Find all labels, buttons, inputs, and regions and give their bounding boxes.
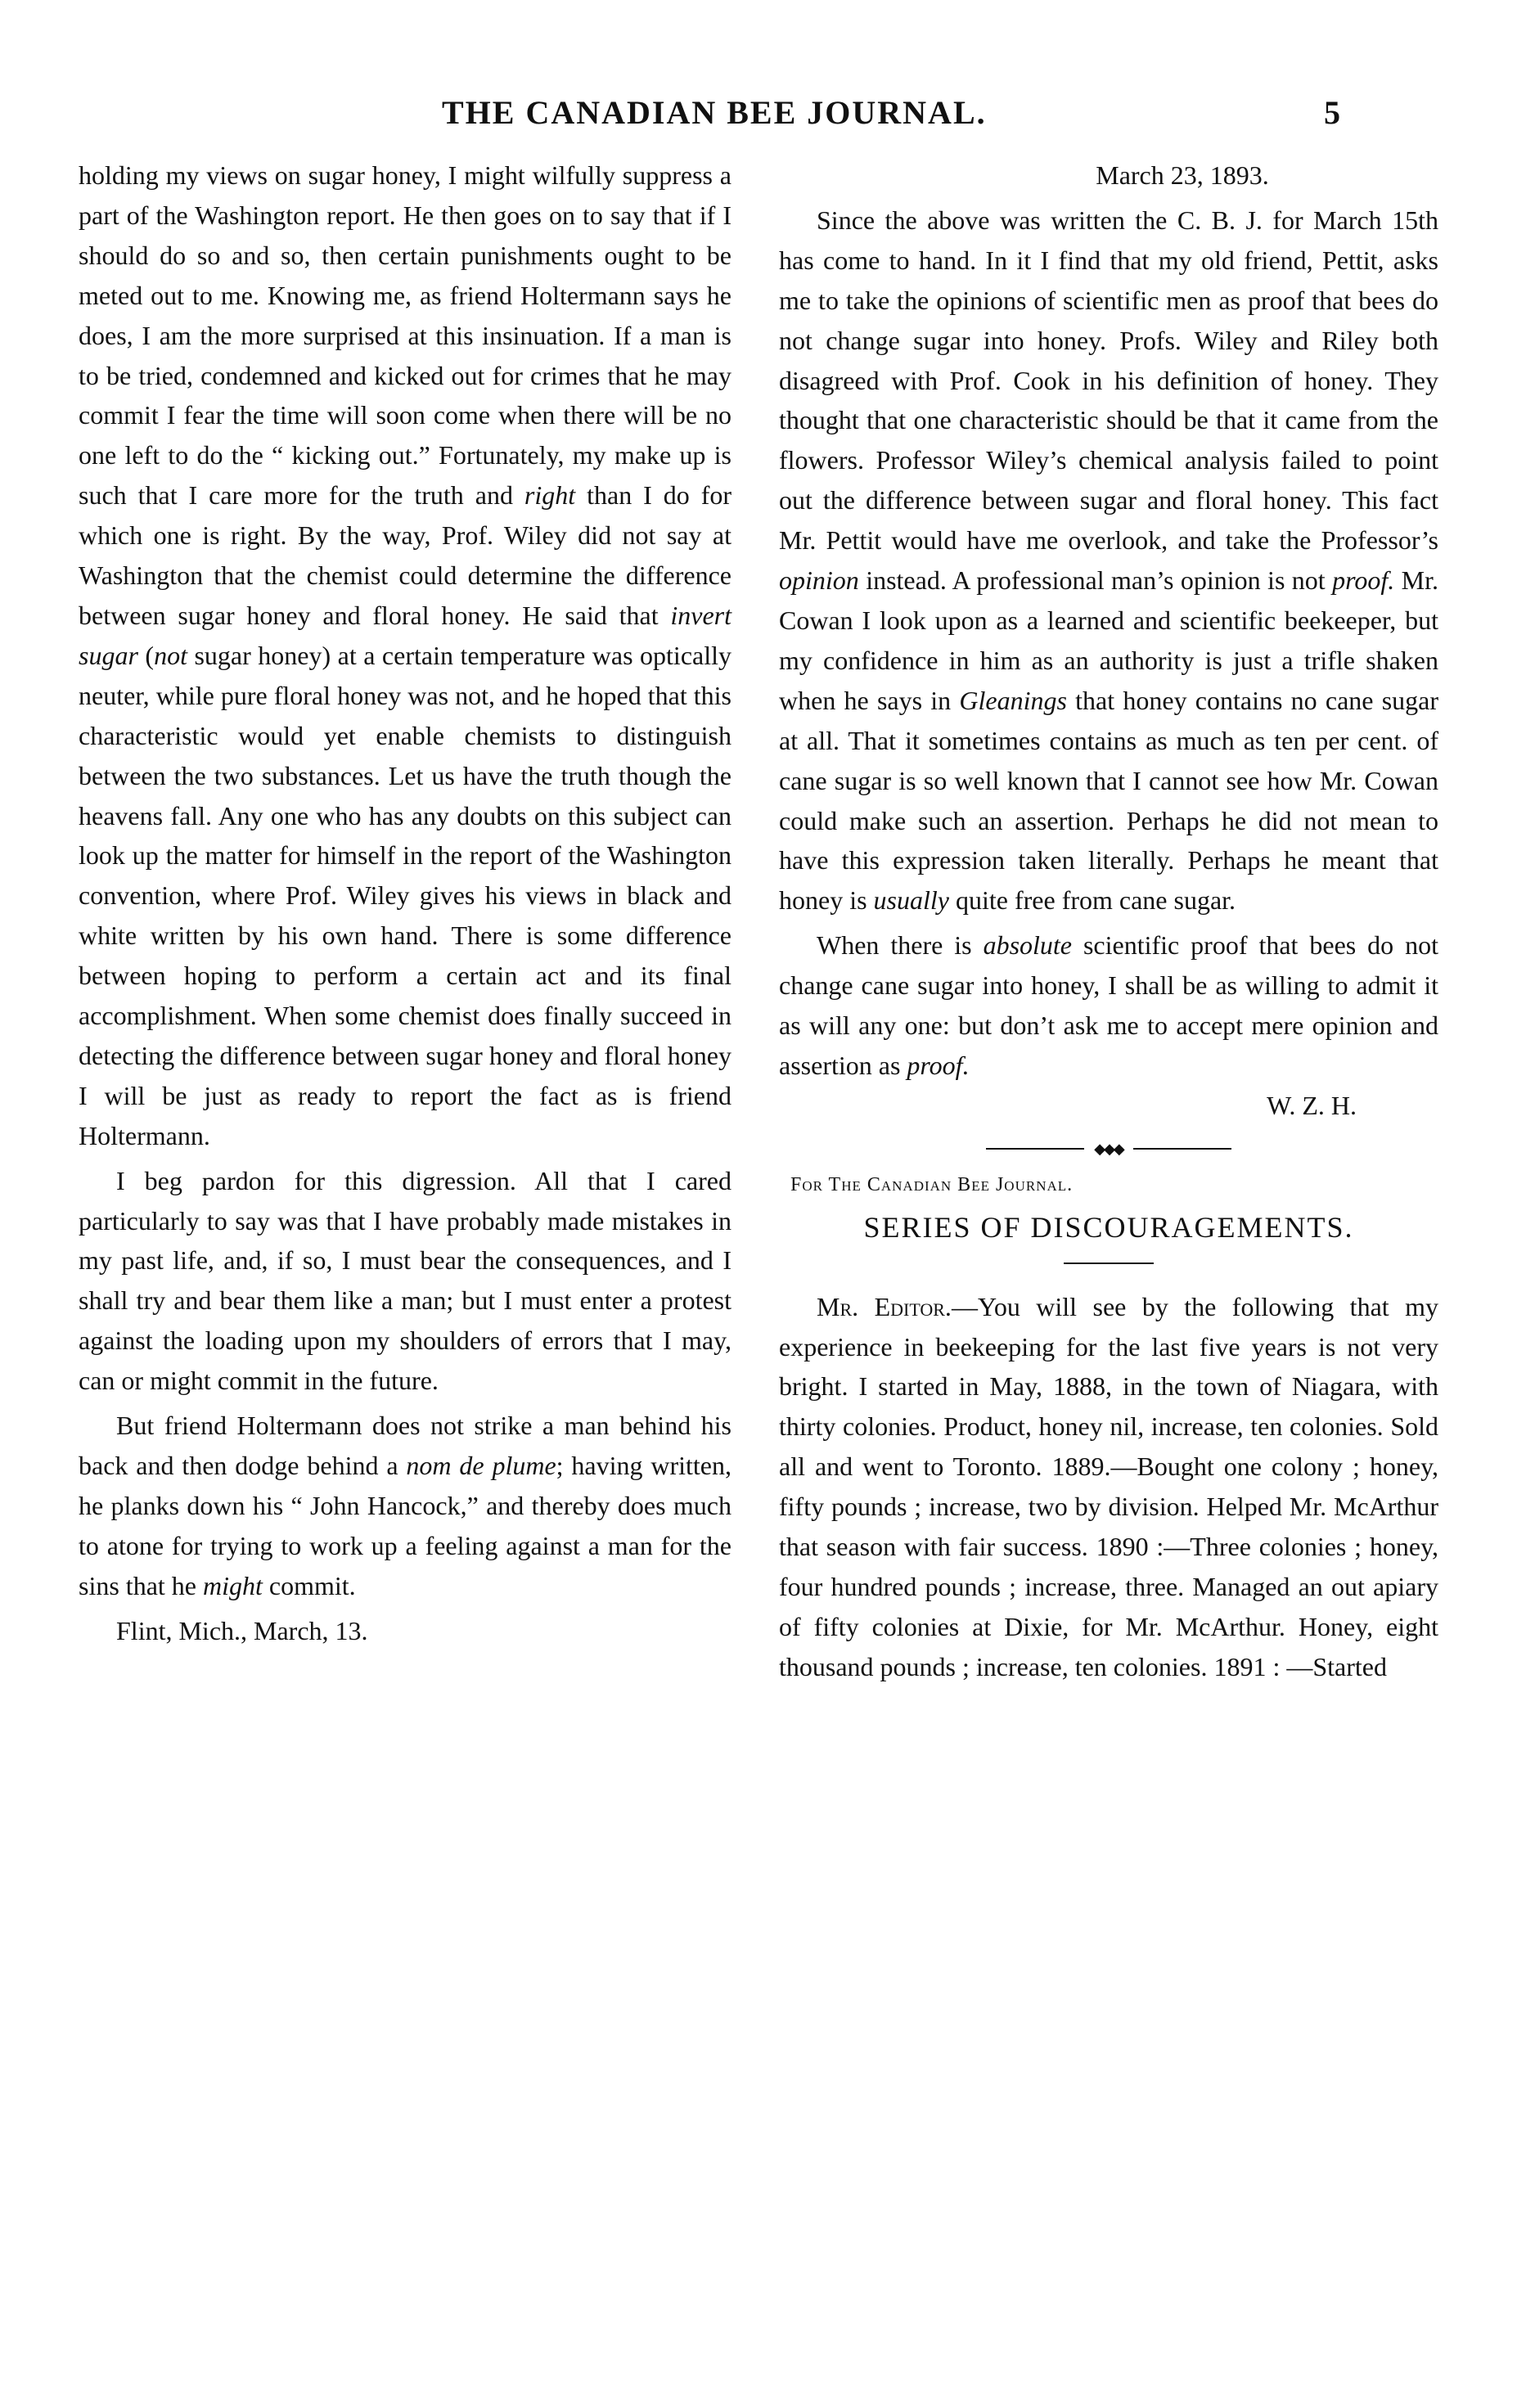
journal-title: THE CANADIAN BEE JOURNAL. [442,94,987,131]
emphasis-absolute: absolute [983,930,1072,961]
right-date: March 23, 1893. [1096,160,1269,190]
right-column [779,155,1438,1687]
emphasis-not: not [154,640,187,670]
emphasis-opinion: opinion [779,565,859,596]
left-column [79,155,731,1651]
divider-line-right [1133,1148,1231,1150]
emphasis-nom-de-plume: nom de plume [406,1451,556,1480]
left-paragraph-3: But friend Holtermann does not strike a man behind his back and then dodge behind a nom de plume; having written, he planks down his “ John Hancock,” and thereby does much to atone for trying to work up a feeling against a man for the sins that he might commit. [79,1411,732,1600]
page-number: 5 [1324,94,1340,131]
salutation: Mr. Editor. [817,1291,952,1321]
emphasis-proof-2: proof. [907,1050,970,1080]
divider-line-left [986,1148,1084,1150]
left-paragraph-1: holding my views on sugar honey, I might wilfully suppress a part of the Washington report. He then goes on to say that if I should do so and so, then certain punishments ought to be meted out to me. Knowing me, as friend Holtermann says he does, I am the more surprised at this insinuation. If a man is to be tried, condemned and kicked out for crimes that he may commit I fear the time will soon come when there will be no one left to do the “ kicking out.” Fortunately, my make up is such that I care more for the truth and right than I do for which one is right. By the way, Prof. Wiley did not say at Washington that the chemist could determine the difference between sugar honey and floral honey. He said that invert sugar (not sugar honey) at a certain temperature was optically neuter, while pure floral honey was not, and he hoped that this characteristic would yet enable chemists to distinguish between the two substances. Let us have the truth though the heavens fall. Any one who has any doubts on this subject can look up the matter for himself in the report of the Washington convention, where Prof. Wiley gives his views in black and white written by his own hand. There is some difference between hoping to perform a certain act and its final accomplishment. When some chemist does finally succeed in detecting the difference between sugar honey and floral honey I will be just as ready to report the fact as is friend Holtermann. [79,160,732,1150]
ornamental-divider [986,1141,1231,1157]
right-paragraph-3: Mr. Editor.—You will see by the following that my experience in beekeeping for the last five years is not very bright. I started in May, 1888, in the town of Niagara, with thirty colonies. Product, honey nil, increase, ten colonies. Sold all and went to Toronto. 1889.—Bought one colony ; honey, fifty pounds ; increase, two by division. Helped Mr. McArthur that season with fair success. 1890 :—Three colonies ; honey, four hundred pounds ; increase, three. Managed an out apiary of fifty colonies at Dixie, for Mr. McArthur. Honey, eight thousand pounds ; increase, ten colonies. 1891 : —Started [779,1291,1438,1681]
signature: W. Z. H. [1267,1090,1357,1120]
emphasis-might: might [202,1570,263,1600]
emphasis-usually: usually [873,885,949,916]
emphasis-proof: proof. [1332,565,1395,596]
left-dateline: Flint, Mich., March, 13. [116,1615,368,1645]
title-rule [1064,1263,1154,1264]
running-head [0,88,1517,137]
article-title: SERIES OF DISCOURAGEMENTS. [863,1210,1354,1244]
left-paragraph-2: I beg pardon for this digression. All that I cared particularly to say was that I have probably made mistakes in my past life, and, if so, I must bear the consequences, and I shall try and bear them like a man; but I must enter a protest against the loading upon my shoulders of errors that I may, can or might commit in the future. [79,1165,731,1396]
right-paragraph-1: Since the above was written the C. B. J. for March 15th has come to hand. In it I find that my old friend, Pettit, asks me to take the opinions of scientific men as proof that bees do not change sugar into honey. Profs. Wiley and Riley both disagreed with Prof. Cook in his definition of honey. They thought that one characteristic should be that it came from the flowers. Professor Wiley’s chemical analysis failed to point out the difference between sugar and floral honey. This fact Mr. Pettit would have me overlook, and take the Professor’s opinion instead. A professional man’s opinion is not proof. Mr. Cowan I look upon as a learned and scientific beekeeper, but my confidence in him as an authority is just a trifle shaken when he says in Gleanings that honey contains no cane sugar at all. That it sometimes contains as much as ten per cent. of cane sugar is so well known that I cannot see how Mr. Cowan could make such an assertion. Perhaps he did not mean to have this expression taken literally. Perhaps he meant that honey is usually quite free from cane sugar. [779,205,1439,916]
divider-ornament-icon: ◆◆◆ [1094,1140,1123,1157]
right-paragraph-2: When there is absolute scientific proof that bees do not change cane sugar into honey, I shall be as willing to admit it as will any one: but don’t ask me to accept mere opinion and assertion as proof. [779,930,1439,1080]
emphasis-gleanings: Gleanings [959,685,1067,715]
article-credit: For The Canadian Bee Journal. [790,1173,1074,1195]
emphasis-right: right [524,480,576,511]
emphasis-invert-sugar: invert sugar [79,600,732,670]
